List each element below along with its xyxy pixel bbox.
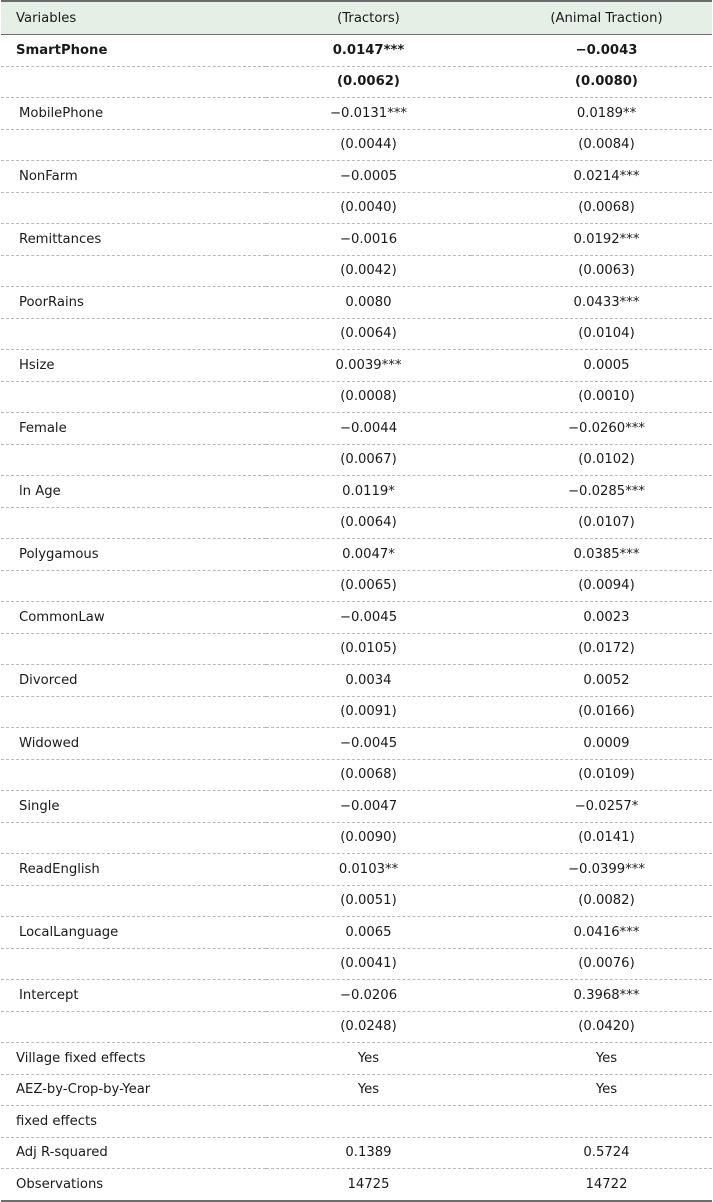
tractors-value-cell: −0.0016: [339, 231, 398, 247]
animal-traction-value-cell: 0.0052: [583, 672, 630, 688]
table-row: [1, 476, 712, 508]
table-row: [1, 696, 712, 728]
animal-traction-value-cell: (0.0141): [578, 830, 635, 846]
variable-name-cell: Female: [19, 420, 67, 436]
variable-name-cell: Village fixed effects: [16, 1050, 146, 1066]
animal-traction-value-cell: Yes: [595, 1082, 618, 1098]
table-row: [1, 507, 712, 539]
variable-name-cell: CommonLaw: [19, 609, 105, 625]
variable-name-cell: Divorced: [19, 672, 78, 688]
table-row: [1, 980, 712, 1012]
tractors-value-cell: (0.0062): [337, 74, 400, 90]
animal-traction-value-cell: 0.0023: [583, 609, 630, 625]
table-row: [1, 1106, 712, 1138]
table-row: [1, 822, 712, 854]
variable-name-cell: [1, 507, 266, 539]
variable-name-cell: PoorRains: [19, 294, 84, 310]
animal-traction-value-cell: 0.0416***: [573, 924, 640, 940]
tractors-value-cell: −0.0044: [339, 420, 398, 436]
table-row: [1, 129, 712, 161]
table-row: [1, 255, 712, 287]
variable-name-cell: SmartPhone: [16, 42, 108, 58]
variable-name-cell: Observations: [16, 1176, 104, 1192]
animal-traction-value-cell: 0.3968***: [573, 987, 640, 1003]
tractors-value-cell: (0.0090): [340, 830, 397, 846]
tractors-value-cell: (0.0065): [340, 578, 397, 594]
animal-traction-value-cell: (0.0109): [578, 767, 635, 783]
variable-name-cell: LocalLanguage: [19, 924, 119, 940]
table-row: [1, 570, 712, 602]
animal-traction-value-cell: 0.0192***: [573, 231, 640, 247]
tractors-value-cell: (0.0051): [340, 893, 397, 909]
table-row: [1, 539, 712, 571]
tractors-value-cell: 14725: [347, 1176, 390, 1192]
table-row: [1, 1043, 712, 1075]
animal-traction-value-cell: (0.0102): [578, 452, 635, 468]
animal-traction-value-cell: (0.0063): [578, 263, 635, 279]
table-row: [1, 665, 712, 697]
animal-traction-value-cell: (0.0082): [578, 893, 635, 909]
tractors-value-cell: −0.0005: [339, 168, 398, 184]
tractors-value-cell: −0.0045: [339, 609, 398, 625]
table-row: [1, 1074, 712, 1106]
tractors-value-cell: −0.0047: [339, 798, 398, 814]
table-row: [1, 318, 712, 350]
variable-name-cell: fixed effects: [16, 1113, 97, 1129]
animal-traction-value-cell: 14722: [585, 1176, 628, 1192]
tractors-value-cell: (0.0064): [340, 326, 397, 342]
tractors-value-cell: (0.0008): [340, 389, 397, 405]
animal-traction-value-cell: −0.0043: [575, 42, 638, 58]
animal-traction-value-cell: (0.0094): [578, 578, 635, 594]
variable-name-cell: [1, 318, 266, 350]
tractors-value-cell: (0.0042): [340, 263, 397, 279]
table-header: [1, 2, 712, 35]
tractors-value-cell: (0.0044): [340, 137, 397, 153]
table-row: [1, 948, 712, 980]
tractors-value-cell: (0.0041): [340, 956, 397, 972]
table-row: [1, 161, 712, 193]
animal-traction-value-cell: 0.0009: [583, 735, 630, 751]
regression-table: [1, 2, 712, 1200]
table-row: [1, 885, 712, 917]
table-row: [1, 633, 712, 665]
tractors-value-cell: [266, 1106, 471, 1138]
animal-traction-value-cell: 0.5724: [583, 1145, 630, 1161]
tractors-value-cell: 0.0034: [345, 672, 392, 688]
variable-name-cell: [1, 696, 266, 728]
tractors-value-cell: −0.0131***: [330, 105, 407, 121]
table-row: [1, 98, 712, 130]
table-row: [1, 381, 712, 413]
tractors-value-cell: Yes: [357, 1082, 380, 1098]
animal-traction-value-cell: 0.0005: [583, 357, 630, 373]
tractors-value-cell: 0.0147***: [332, 42, 405, 58]
animal-traction-value-cell: (0.0080): [575, 74, 638, 90]
variable-name-cell: Widowed: [19, 735, 80, 751]
table-row: [1, 35, 712, 67]
animal-traction-value-cell: −0.0260***: [568, 420, 645, 436]
table-row: [1, 224, 712, 256]
tractors-value-cell: 0.0119*: [342, 483, 395, 499]
variable-name-cell: [1, 66, 266, 98]
animal-traction-value-cell: Yes: [595, 1050, 618, 1066]
table-row: [1, 1169, 712, 1200]
animal-traction-value-cell: 0.0189**: [576, 105, 637, 121]
variable-name-cell: AEZ-by-Crop-by-Year: [16, 1082, 151, 1098]
table-row: [1, 413, 712, 445]
animal-traction-value-cell: (0.0084): [578, 137, 635, 153]
tractors-value-cell: −0.0206: [339, 987, 398, 1003]
table-row: [1, 854, 712, 886]
tractors-value-cell: Yes: [357, 1050, 380, 1066]
table-row: [1, 287, 712, 319]
animal-traction-value-cell: −0.0285***: [568, 483, 645, 499]
tractors-value-cell: (0.0067): [340, 452, 397, 468]
variable-name-cell: [1, 255, 266, 287]
table-row: [1, 917, 712, 949]
variable-name-cell: Remittances: [19, 231, 102, 247]
tractors-value-cell: (0.0248): [340, 1019, 397, 1035]
animal-traction-value-cell: −0.0399***: [568, 861, 645, 877]
tractors-value-cell: 0.0103**: [338, 861, 399, 877]
variable-name-cell: [1, 633, 266, 665]
variable-name-cell: NonFarm: [19, 168, 78, 184]
animal-traction-value-cell: 0.0385***: [573, 546, 640, 562]
variable-name-cell: [1, 570, 266, 602]
animal-traction-value-cell: (0.0172): [578, 641, 635, 657]
variable-name-cell: [1, 822, 266, 854]
animal-traction-value-cell: −0.0257*: [574, 798, 639, 814]
variable-name-cell: ln Age: [19, 483, 61, 499]
tractors-value-cell: (0.0105): [340, 641, 397, 657]
tractors-value-cell: (0.0068): [340, 767, 397, 783]
variable-name-cell: Single: [19, 798, 60, 814]
variable-name-cell: MobilePhone: [19, 105, 104, 121]
animal-traction-value-cell: (0.0076): [578, 956, 635, 972]
table-row: [1, 444, 712, 476]
tractors-value-cell: 0.1389: [345, 1145, 392, 1161]
tractors-value-cell: (0.0064): [340, 515, 397, 531]
tractors-value-cell: 0.0065: [345, 924, 392, 940]
header-animal-traction: (Animal Traction): [471, 2, 712, 35]
animal-traction-value-cell: (0.0166): [578, 704, 635, 720]
variable-name-cell: Hsize: [19, 357, 55, 373]
tractors-value-cell: 0.0080: [345, 294, 392, 310]
animal-traction-value-cell: (0.0420): [578, 1019, 635, 1035]
tractors-value-cell: (0.0040): [340, 200, 397, 216]
variable-name-cell: Intercept: [19, 987, 79, 1003]
animal-traction-value-cell: (0.0010): [578, 389, 635, 405]
table-row: [1, 759, 712, 791]
tractors-value-cell: 0.0039***: [335, 357, 402, 373]
variable-name-cell: [1, 759, 266, 791]
variable-name-cell: [1, 192, 266, 224]
variable-name-cell: Polygamous: [19, 546, 99, 562]
animal-traction-value-cell: 0.0214***: [573, 168, 640, 184]
table-row: [1, 66, 712, 98]
animal-traction-value-cell: (0.0104): [578, 326, 635, 342]
header-tractors: (Tractors): [266, 2, 471, 35]
table-body: [1, 35, 712, 1200]
tractors-value-cell: 0.0047*: [342, 546, 395, 562]
table-row: [1, 728, 712, 760]
header-variables: Variables: [1, 2, 266, 35]
variable-name-cell: [1, 948, 266, 980]
variable-name-cell: [1, 1011, 266, 1043]
tractors-value-cell: (0.0091): [340, 704, 397, 720]
variable-name-cell: Adj R-squared: [16, 1145, 108, 1161]
animal-traction-value-cell: (0.0107): [578, 515, 635, 531]
regression-table-container: [1, 0, 712, 1202]
variable-name-cell: [1, 885, 266, 917]
table-row: [1, 1011, 712, 1043]
animal-traction-value-cell: (0.0068): [578, 200, 635, 216]
variable-name-cell: ReadEnglish: [19, 861, 100, 877]
table-row: [1, 1137, 712, 1169]
tractors-value-cell: −0.0045: [339, 735, 398, 751]
table-row: [1, 192, 712, 224]
header-row: [1, 2, 712, 35]
animal-traction-value-cell: 0.0433***: [573, 294, 640, 310]
variable-name-cell: [1, 444, 266, 476]
table-row: [1, 350, 712, 382]
animal-traction-value-cell: [471, 1106, 712, 1138]
table-row: [1, 602, 712, 634]
variable-name-cell: [1, 381, 266, 413]
table-row: [1, 791, 712, 823]
variable-name-cell: [1, 129, 266, 161]
